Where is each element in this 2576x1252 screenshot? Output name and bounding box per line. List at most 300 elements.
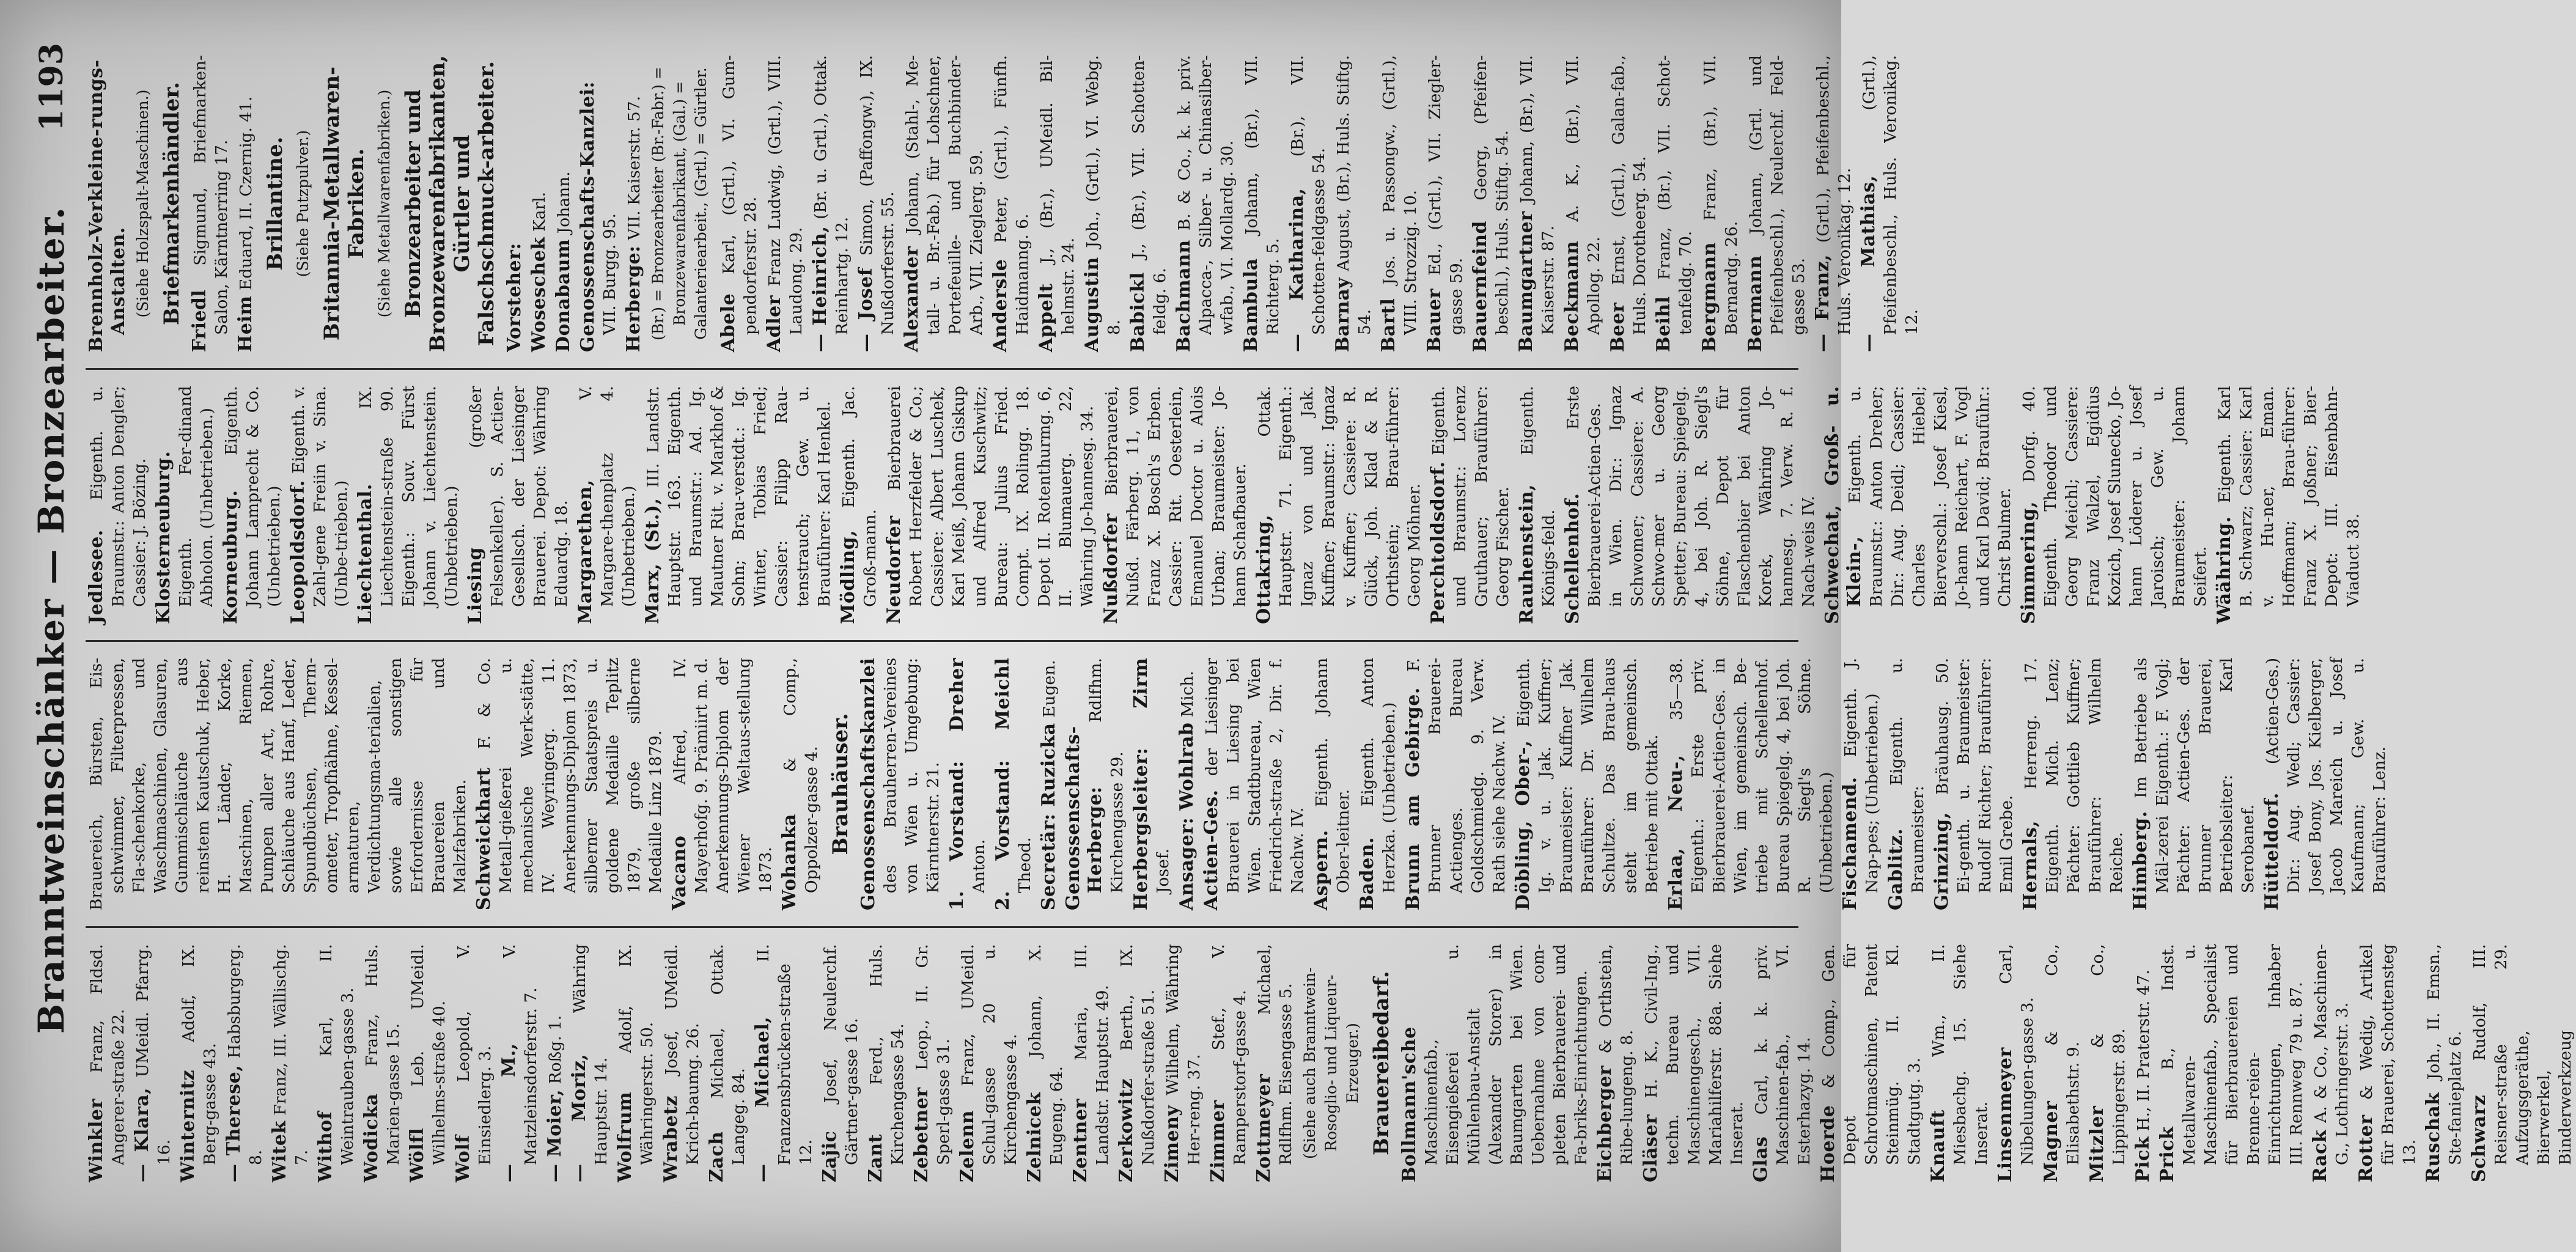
directory-entry — [355, 386, 462, 624]
entry-name: Genossenschaftskanzlei — [858, 657, 879, 911]
entry-details: Herreng. 17. Eigenth. Mich. Lenz; Pächter: Gottlieb Kuffner; Brauführer: Wilhelm Reiche. — [2022, 657, 2126, 894]
entry-name: Rauhenstein, — [1516, 484, 1537, 624]
entry-name: Wohanka — [779, 814, 800, 911]
entry-name: Donabaum — [553, 238, 574, 352]
directory-entry — [1699, 55, 1742, 352]
entry-details: Karl. — [530, 191, 549, 232]
directory-entry — [575, 386, 639, 624]
directory-entry — [2309, 944, 2353, 1182]
entry-name: Rack — [2309, 1129, 2331, 1182]
entry-details: Eigenth. Fer-dinand Abholon. (Unbetrieben.) — [176, 386, 216, 607]
entry-details: Eduard, II. Czernig. 41. — [237, 96, 256, 290]
directory-entry — [2355, 944, 2420, 1182]
entry-details: A. K., (Br.), VII. Apollog. 22. — [1563, 54, 1603, 335]
entry-name: — Michael, — [752, 1016, 773, 1182]
entry-details: Eigenth. Königs-feld. — [1518, 386, 1558, 607]
entry-details: B. & Co., k. k. priv. Alpacca-, Silber- u. Chinasilber-wfab., VI. Mollardg. 30. — [1175, 54, 1237, 335]
section-heading: Brauhäuser. — [828, 713, 853, 855]
entry-name: Heim — [235, 295, 256, 352]
entry-details: Eugen. — [1040, 660, 1059, 718]
directory-entry — [883, 386, 1098, 624]
entry-details: Alfred, IV. Mayerhofg. 9. Prämiirt m. d. Anerkennungs-Diplom der Wiener Weltaus-stellung 1873. — [671, 657, 775, 894]
entry-details: Eigenth. und Braumstr.: Lorenz Gruthauer; Brauführer: Georg Fischer. — [1429, 386, 1512, 607]
entry-name: Winkler — [86, 1099, 107, 1182]
entry-name: Vacano — [669, 835, 690, 911]
entry-details: Eigenth. Anton Herzka. (Unbetrieben.) — [1358, 657, 1399, 894]
entry-name: Adler — [764, 295, 785, 352]
entry-name: 2. Vorstand: Meichl — [992, 657, 1014, 911]
directory-entry — [1665, 658, 1837, 910]
directory-entry — [223, 944, 267, 1182]
directory-entry — [1839, 658, 1883, 910]
entry-name: Bollmann'sche — [1399, 1026, 1420, 1182]
directory-entry — [779, 658, 822, 910]
entry-details: Im Betriebe als Mäl-zerei Eigenth.: F. Vogl; Pächter: Actien-Ges. der Brunner Brauerei, Betriebsleiter: Karl Serobanef. — [2132, 657, 2258, 894]
directory-entry — [569, 944, 612, 1182]
entry-details: B., Indst. Metallwaren- u. Maschinenfab., Specialist für Bierbrauereien und Brenne-reien-Einrichtungen, Inhaber III. Rennweg 79 u. 87. — [2158, 944, 2306, 1165]
entry-details: Bierbrauerei, Nußd. Färberg. 11, von Franz X. Bosch's Erben. Cassier: Rit. Oesterlein, Emanuel Doctor u. Alois Urban; Braumeister: Jo-hann Schafbauer. — [1102, 386, 1249, 607]
entry-name: Beckmann — [1561, 240, 1583, 352]
entry-details: Ernst, (Grtl.), Galan-fab., Huls. Dorotheerg. 54. — [1609, 55, 1649, 335]
entry-name: Bermann — [1745, 255, 1766, 352]
entry-name: Augustin — [1081, 257, 1103, 352]
entry-name: Linsenmeyer — [1995, 1047, 2016, 1182]
entry-name: Beihl — [1653, 296, 1674, 352]
entry-name: Margarethen, — [575, 479, 596, 624]
entry-name: — Moriz, — [569, 1053, 590, 1182]
entry-name: Friedl — [189, 289, 210, 352]
entry-name: Appelt — [1036, 283, 1057, 352]
entry-name: Genossenschafts-Herberge: — [1062, 726, 1106, 911]
entry-name: Barnay — [1332, 277, 1353, 352]
entry-name: Babickl — [1127, 271, 1149, 352]
page-number: 1193 — [33, 43, 70, 131]
directory-entry — [86, 55, 130, 352]
entry-name: Zimmer — [1207, 1100, 1229, 1182]
entry-details: Karl, II. Weintrauben-gasse 3. — [317, 944, 357, 1165]
directory-entry — [957, 944, 1021, 1182]
entry-details: Leop., II. Gr. Sperl-gasse 31. — [913, 944, 953, 1165]
entry-details: Eigenth. v. Zahl-gene Freiin v. Sina. (Unbe-trieben.) — [289, 386, 351, 607]
directory-entry — [1745, 55, 1809, 352]
directory-entry — [287, 386, 352, 624]
directory-entry — [2018, 386, 2211, 624]
directory-entry — [2423, 944, 2466, 1182]
section-heading: Brillantine. — [263, 136, 287, 271]
directory-entry — [752, 944, 817, 1182]
directory-entry — [153, 386, 218, 624]
directory-entry — [1858, 55, 1923, 352]
directory-entry — [220, 386, 285, 624]
section-note: (Siehe Holzspalt-Maschinen.) — [134, 89, 152, 318]
directory-entry — [764, 55, 807, 352]
entry-name: Hernals, — [2020, 820, 2041, 911]
entry-name: Magner — [2041, 1100, 2062, 1182]
entry-name: Leopoldsdorf. — [287, 479, 309, 624]
directory-entry — [235, 55, 257, 352]
entry-name: Döbling, Ober-, — [1512, 740, 1534, 911]
entry-name: Schwarz — [2468, 1094, 2490, 1182]
entry-name: Bachmann — [1173, 240, 1194, 352]
directory-entry — [992, 658, 1036, 910]
entry-name: — Franz, — [1812, 254, 1833, 352]
entry-name: — Josef — [855, 267, 877, 352]
entry-name: Himberg. — [2130, 811, 2151, 911]
entry-details: J., (Br.), UMeidl. Bil-helmstr. 24. — [1037, 54, 1078, 335]
entry-name: Wolf — [452, 1135, 474, 1182]
directory-entry — [1561, 55, 1605, 352]
directory-entry — [1750, 944, 1815, 1182]
directory-entry — [2468, 944, 2576, 1182]
directory-entry — [1207, 944, 1251, 1182]
directory-entry — [1240, 55, 1284, 352]
entry-name: Zach — [706, 1131, 727, 1182]
entry-details: August, (Br.), Huls. Stiftg. 54. — [1334, 54, 1374, 335]
directory-entry — [1812, 55, 1855, 352]
directory-entry — [1817, 944, 1925, 1182]
directory-entry — [528, 55, 550, 352]
entry-details: Josef, UMeidl. Krich-baumg. 26. — [662, 944, 702, 1165]
entry-details: Adolf, IX. Währingerstr. 50. — [616, 944, 657, 1165]
entry-details: Sigmund, Briefmarken-Salon, Kärntnerring 17. — [191, 54, 231, 335]
directory-entry — [2157, 944, 2307, 1182]
directory-entry — [86, 658, 471, 910]
directory-entry — [1253, 944, 1297, 1182]
column-4 — [86, 39, 1921, 370]
directory-entry — [1038, 658, 1060, 910]
entry-details: Franz, Huls. Marien-gasse 15. — [362, 944, 403, 1165]
entry-name: — Therese, — [223, 1064, 245, 1182]
entry-name: Zant — [865, 1133, 886, 1182]
directory-entry — [1427, 386, 1514, 624]
entry-details: (Grtl.), Pfeifenbeschl., Huls. Veronikag. 12. — [1860, 54, 1921, 335]
directory-entry — [2132, 944, 2154, 1182]
entry-details: J., (Br.), VII. Schotten-feldg. 6. — [1129, 55, 1169, 335]
entry-name: Liesing — [465, 547, 486, 624]
entry-details: Maschinenfab., Eisengießerei u. Mühlenbau-Anstalt (Alexander Storer) in Baumgarten bei Wien. Uebernahme von com-pleten Bierbrauerei- und Fa-briks-Einrichtungen. — [1422, 944, 1591, 1165]
directory-entry — [269, 944, 312, 1182]
entry-details: Ferd., Huls. Kirchengasse 54. — [867, 944, 907, 1165]
entry-name: Jedlesee. — [86, 529, 107, 624]
directory-entry — [911, 944, 954, 1182]
entry-details: Franz, (Br.), VII. Bernardg. 26. — [1701, 54, 1741, 335]
entry-name: Brennholz-Verkleine-rungs-Anstalten. — [86, 59, 129, 352]
entry-name: Gläser — [1640, 1114, 1662, 1182]
directory-entry — [131, 944, 175, 1182]
directory-entry — [1594, 944, 1638, 1182]
entry-name: Neudorfer — [883, 515, 905, 624]
directory-entry — [473, 658, 666, 910]
directory-entry — [1607, 55, 1650, 352]
entry-details: H., II. Praterstr. 47. — [2134, 970, 2153, 1132]
entry-details: Anton. — [970, 839, 988, 894]
entry-details: Johann. — [554, 171, 573, 234]
entry-name: Witek — [269, 1121, 290, 1182]
directory-entry — [1885, 658, 1929, 910]
entry-name: Bartl — [1378, 298, 1399, 352]
entry-name: Winternitz — [177, 1069, 199, 1182]
entry-name: Zerkowitz — [1116, 1078, 1137, 1182]
entry-details: Josef, Neulerchf. Gärtner-gasse 16. — [821, 944, 861, 1165]
section-heading: Britannia-Metallwaren-Fabriken. — [320, 66, 369, 341]
entry-details: Brauereich, Bürsten, Eis-schwimmer, Filterpressen, Fla-schenkorke, und Waschmaschinen, Glasuren, Gummischläuche aus reinstem Kautschuk, Heber, H. Länder, Korke, Maschinen, Riemen, Pumpen aller Art, Rohre, Schläuche aus Hanf, Leder, Spundbüchsen, Therm-ometer, Tropfhähne, Kessel-armaturen, Verdichtungsma-terialien, sowie alle sonstigen Erfordernisse für Brauereien und Malzfabriken. — [87, 657, 469, 911]
entry-details: Ed., (Grtl.), VII. Ziegler-gasse 59. — [1426, 55, 1466, 335]
entry-details: Franz, III. Wällischg. 7. — [271, 944, 311, 1165]
section-heading: Briefmarkenhändler. — [160, 81, 184, 326]
section-heading: Bronzearbeiter und Bronzewarenfabrikanten, Gürtler und Falschschmuck-arbeiter. — [401, 54, 499, 352]
directory-entry — [2261, 658, 2390, 910]
section-note: (Br.) = Bronzearbeiter (Br.-Fabr.) = Bronzewarenfabrikant, (Gal.) = Galanteriearbeit., (Grtl.) = Gürtler. — [649, 67, 710, 341]
directory-entry — [809, 55, 853, 352]
entry-details: III. Landstr. Hauptstr. 163. Eigenth. und Braumstr.: Ad. Ig. Mautner Rit. v. Markhof & Sohn; Brau-verstdt.: Ig. Winter, Tobias Fried; Cassier: Filipp Rau-tenstrauch; Gew. u. Brauführer: Karl Henkel. — [644, 386, 834, 607]
entry-details: Eigenth. Johann Ober-leitner. — [1312, 657, 1353, 894]
directory-entry — [660, 944, 704, 1182]
entry-name: Baumgartner — [1515, 211, 1537, 352]
entry-name: — Mathias, — [1858, 175, 1879, 352]
entry-name: Ruschak — [2423, 1092, 2444, 1182]
directory-entry — [1116, 944, 1159, 1182]
entry-details: Karl, (Grtl.), VI. Gum-pendorferstr. 28. — [719, 55, 760, 335]
entry-details: Eigenth. u. Braumstr.: Anton Dreher; Dir.: Aug. Deidl; Cassier: Charles Hiebel; Bierverschl.: Josef Kiesl, Jo-hann Reichart, F. Vogl und Karl David; Brauführ.: Christ Bulmer. — [1846, 386, 2014, 607]
directory-entry — [946, 658, 990, 910]
entry-details: Roßg. 1. — [546, 1015, 565, 1084]
entry-details: VII. Burgg. 95. — [600, 213, 619, 335]
entry-details: (Br.), VII. Schotten-feldgasse 54. — [1288, 54, 1328, 335]
entry-details: Wilhelm, Währing Her-reng. 37. — [1163, 944, 1204, 1165]
entry-details: Simon, (Paffongw.), IX. Nußdorferstr. 55. — [857, 54, 897, 335]
entry-details: Maria, III. Landstr. Hauptstr. 49. — [1072, 944, 1112, 1165]
entry-details: Erste Bierbrauerei-Actien-Ges. in Wien. Dir.: Ignaz Schwomer; Cassiere: A. Schwo-mer u. Georg Spetter; Bureau: Spiegelg. 4, bei Joh. R. Siegl's Söhne, Depot für Flaschenbier bei Anton Korek, Währing Jo-hannesg. 7. Verw. R. f. Nach-weis IV. — [1564, 386, 1818, 607]
directory-entry — [1515, 55, 1559, 352]
entry-name: Gablitz. — [1885, 828, 1907, 911]
entry-name: 1. Vorstand: Dreher — [946, 657, 968, 911]
entry-details: Johann, (Grtl. und Pfeifenbeschl.), Neulerchf. Feld-gasse 53. — [1746, 54, 1808, 335]
entry-name: Aspern. — [1311, 830, 1332, 911]
entry-name: Beer — [1607, 302, 1628, 352]
entry-name: Ottakring, — [1253, 514, 1275, 624]
directory-entry — [858, 658, 944, 910]
entry-name: Zottmeyer — [1253, 1073, 1275, 1182]
entry-details: Joh., (Grtl.), VI. Webg. 8. — [1083, 54, 1124, 335]
entry-name: Withof — [315, 1111, 336, 1182]
entry-details: Eigenth. J. Nap-pes; (Unbetrieben.) — [1841, 657, 1882, 894]
entry-details: & Orthstein, Ribe-lungeng. 8. — [1596, 944, 1636, 1165]
directory-entry — [1130, 658, 1174, 910]
entry-name: Simmering, — [2018, 501, 2039, 624]
entry-name: Herberge: — [623, 245, 644, 352]
entry-name: — Heinrich, — [809, 226, 831, 352]
entry-details: Rdlfhm. Kirchengasse 29. — [1086, 657, 1127, 894]
entry-name: — Katharina, — [1286, 188, 1308, 352]
section-heading: Brauereibedarf. — [1369, 971, 1394, 1155]
entry-name: Schwechat, Groß- u. Klein-, — [1822, 386, 1865, 624]
entry-details: IX. Liechtenstein-straße 90. Eigenth.: Souv. Fürst Johann v. Liechtenstein. (Unbetrieben.) — [356, 386, 461, 607]
entry-name: Abele — [718, 293, 739, 352]
entry-details: Joh., II. Emsn., Ste-fanieplatz 6. — [2424, 944, 2465, 1165]
entry-details: Eigenth. Karl B. Schwarz; Cassier: Karl v. Hu-ner, Eman. Hoffmann; Brau-führer: Franz X. Joßner; Bier-Depot: III. Eisenbahn-Viaduct 38. — [2215, 386, 2363, 607]
entry-details: Bräuhausg. 50. Ei-genth. u. Braumeister: Rudolf Richter; Brauführer: Emil Grebe. — [1933, 657, 2016, 894]
entry-name: Prick — [2157, 1126, 2178, 1182]
entry-details: Ottak. Hauptstr. 71. Eigenth.: Ignaz von und Jak. Kuffner; Braumstr.: Ignaz v. Kuffner; Cassiere: R. Glück, Joh. Klad & R. Orthstein; Brau-führer: Georg Möhner. — [1255, 386, 1424, 607]
entry-name: Fischamend. — [1839, 776, 1861, 911]
entry-name: — Klara, — [131, 1087, 153, 1182]
entry-details: Theod. — [1015, 837, 1034, 894]
directory-entry — [1356, 658, 1400, 910]
entry-details: & Comp., Gen. Depot für Schrotmaschinen, Patent Steinmüg. II. Kl. Stadtgutg. 3. — [1819, 944, 1924, 1165]
entry-details: F. & Co. Metall-gießerei u. mechanische Werk-stätte, IV. Weyringerg. 11. Anerkennungs-Diplom 1873, silberner Staatspreis u. goldene Medaille Teplitz 1879, große silberne Medaille Linz 1879. — [475, 657, 665, 894]
entry-details: Stef., V. Ramperstorf-gasse 4. — [1209, 944, 1249, 1165]
directory-entry — [1127, 55, 1171, 352]
directory-entry — [1822, 386, 2015, 624]
entry-name: Zentner — [1070, 1099, 1091, 1182]
column-2 — [86, 642, 2389, 928]
entry-name: Zebetner — [911, 1087, 932, 1182]
entry-details: Wm., II. Miesbachg. 15. Siehe Inserat. — [1929, 944, 1991, 1165]
entry-name: Erlaa, Neu-, — [1665, 754, 1687, 911]
entry-details: Währing Hauptstr. 14. — [570, 944, 611, 1165]
entry-name: — Moier, — [544, 1089, 565, 1182]
directory-entry — [1311, 658, 1354, 910]
directory-entry — [669, 658, 776, 910]
entry-details: Johann, (Br.), VII. Richterg. 5. — [1242, 55, 1282, 335]
entry-name: Eichberger — [1594, 1065, 1616, 1182]
page-header — [31, 43, 73, 1197]
directory-entry — [553, 55, 575, 352]
entry-details: Adolf, IX. Berg-gasse 43. — [179, 944, 219, 1165]
entry-details: Josef. — [1154, 848, 1172, 894]
directory-entry — [1286, 55, 1330, 352]
entry-name: Andersle — [990, 259, 1011, 352]
entry-details: V. Margare-thenplatz 4. (Unbetrieben.) — [576, 386, 638, 607]
entry-details: 35—38. Eigenth.: Erste priv. Bierbrauerei-Actien-Ges. in Wien, im gemeinsch. Be-triebe mit Schellenhof. Bureau Spiegelg. 4, bei Joh. R. Siegl's Söhne. (Unbetrieben.) — [1667, 657, 1836, 894]
entry-name: Brunn am Gebirge. — [1402, 687, 1424, 911]
directory-entry — [1516, 386, 1559, 624]
directory-entry — [1173, 55, 1238, 352]
directory-entry — [177, 944, 221, 1182]
entry-name: Bauernfeind — [1470, 221, 1491, 352]
entry-name: Hütteldorf. — [2261, 792, 2283, 911]
entry-details: Eigenth. u. Braumeister: — [1887, 657, 1927, 894]
entry-details: & Co., Elisabethstr. 9. — [2042, 944, 2083, 1165]
entry-name: Hoerde — [1817, 1105, 1839, 1182]
directory-entry — [706, 944, 749, 1182]
directory-entry — [901, 55, 987, 352]
entry-name: Vorsteher: — [504, 243, 525, 352]
entry-name: Zelenn — [957, 1110, 978, 1182]
entry-name: Marx, (St.), — [642, 498, 663, 624]
entry-details: Franz Ludwig, (Grtl.), VIII. Laudong. 29. — [765, 54, 806, 335]
directory-entry — [1512, 658, 1663, 910]
entry-details: Franz, UMeidl. Schul-gasse 20 u. Kirchengasse 4. — [959, 944, 1020, 1165]
directory-entry — [1176, 658, 1198, 910]
directory-entry — [1100, 386, 1251, 624]
entry-name: — M., — [498, 1043, 520, 1182]
entry-details: Michael, Ottak. Langeg. 84. — [708, 944, 748, 1165]
entry-details: (Actien-Ges.) Dir.: Aug. Wedl; Cassier: Josef Bony, Jos. Kielberger, Jacob Mareich u. Josef Kaufmann; Gew. u. Brauführer: Lenz. — [2263, 657, 2389, 894]
directory-entry — [189, 55, 232, 352]
entry-name: Grinzing, — [1931, 812, 1952, 911]
entry-details: Carl, k. k. priv. Maschinen-fab., VI. Esterhazyg. 14. — [1752, 944, 1814, 1165]
entry-name: Bauer — [1424, 289, 1445, 352]
directory-entry — [642, 386, 835, 624]
directory-entry — [1931, 658, 2017, 910]
directory-entry — [577, 55, 620, 352]
entry-name: Pick — [2132, 1136, 2154, 1182]
directory-entry — [452, 944, 496, 1182]
entry-name: Actien-Ges. — [1201, 789, 1222, 911]
directory-entry — [1062, 658, 1128, 910]
directory-entry — [1399, 944, 1592, 1182]
directory-entry — [2020, 658, 2127, 910]
column-3 — [86, 370, 2363, 642]
directory-entry — [837, 386, 881, 624]
entry-name: Nußdorfer — [1100, 513, 1122, 624]
directory-entry — [498, 944, 542, 1182]
entry-details: (Br. u. Grtl.), Ottak. Reinhartg. 12. — [811, 54, 852, 335]
entry-details: Bierbrauerei Robert Herzfelder & Co.; Cassiere: Albert Luschek, Karl Meiß, Johann Giskup und Alfred Kuschwitz; Bureau: Julius Fried. Compt. IX. Rolingg. 18. Depot II. Rotenthurmg. 6, II. Blumauerg. 22, Währing Jo-hannesg. 34. — [885, 386, 1097, 607]
entry-name: Wölfl — [407, 1127, 428, 1182]
directory-entry — [1378, 55, 1421, 352]
directory-entry — [855, 55, 899, 352]
entry-details: Berth., IX. Nußdorfer-straße 51. — [1117, 944, 1158, 1165]
entry-name: Zimeny — [1161, 1105, 1183, 1182]
entry-details: & Co., Lippingerstr. 89. — [2088, 944, 2129, 1165]
entry-name: Klosterneuburg. — [153, 451, 174, 624]
entry-name: Wrabetz — [660, 1095, 682, 1182]
entry-details: Peter, (Grtl.), Fünfh. Haidmanng. 6. — [992, 55, 1032, 335]
directory-entry — [315, 944, 358, 1182]
directory-entry — [1640, 944, 1748, 1182]
entry-details: Georg, (Pfeifen-beschl.), Huls. Stiftg. 54. — [1471, 54, 1512, 335]
directory-entry — [465, 386, 572, 624]
entry-details: Rudolf, III. Reisner-straße 29. Aufzugsgeräthe, Bierwerkel, Binderwerkzeug — [2470, 944, 2575, 1165]
entry-name: Schellenhof. — [1562, 493, 1583, 624]
entry-details: Eigenth. u. Braumstr.: Anton Dengler; Cassier: J. Bözing. — [87, 386, 149, 607]
entry-details: Eigenth. Johann Lamprecht & Co. (Unbetrieben.) — [222, 386, 284, 607]
directory-entry — [1470, 55, 1513, 352]
directory-entry — [1332, 55, 1375, 352]
entry-details: der Liesinger Brauerei in Liesing bei Wien. Stadtbureau, Wien Friedrich-straße 2, Dir. f. Nachw. IV. — [1202, 657, 1307, 894]
entry-details: Johann, (Stahl-, Me-tall- u. Br.-Fab.) für Lohschner, Portefeuille- und Buchbinder-Arb., VII. Zieglerg. 59. — [903, 54, 986, 335]
page-title: Branntweinschänker — Bronzearbeiter. — [31, 205, 72, 1034]
entry-details: Michael, Rdlfhm. Eisengasse 5. — [1255, 944, 1295, 1165]
directory-entry — [86, 944, 129, 1182]
column-1 — [86, 928, 2575, 1198]
directory-columns — [86, 39, 2575, 1198]
entry-details: Eigenth. Ig. v. u. Jak. Kuffner; Braumeister: Kuffner Jak. Brauführer: Dr. Wilhelm Schultze. Das Brau-haus steht im gemeinsch. Betriebe mit Ottak. — [1514, 657, 1662, 894]
entry-name: Glas — [1750, 1136, 1772, 1182]
entry-name: Herbergsleiter: Zirm — [1130, 657, 1152, 911]
entry-name: Wodicka — [361, 1093, 382, 1182]
directory-entry — [865, 944, 908, 1182]
directory-entry — [2130, 658, 2259, 910]
entry-details: Habsburgerg. 8. — [225, 944, 265, 1165]
directory-entry — [819, 944, 863, 1182]
directory-entry — [2041, 944, 2084, 1182]
directory-entry — [504, 55, 526, 352]
entry-name: Woseschek — [528, 237, 550, 352]
entry-details: F. Brunner Brauerei-Actienges. Bureau Goldschmiedg. 9. Verw. Rath siehe Nachw. IV. — [1404, 657, 1509, 894]
entry-name: Schweickhart — [473, 767, 495, 911]
directory-entry — [361, 944, 404, 1182]
directory-entry — [990, 55, 1033, 352]
directory-entry — [623, 55, 645, 352]
entry-details: Johann, X. Eugeng. 64. — [1026, 944, 1066, 1165]
directory-entry — [1161, 944, 1205, 1182]
directory-entry — [614, 944, 658, 1182]
entry-name: Mitzler — [2086, 1105, 2108, 1182]
entry-name: Genossenschafts-Kanzlei: — [577, 81, 598, 352]
